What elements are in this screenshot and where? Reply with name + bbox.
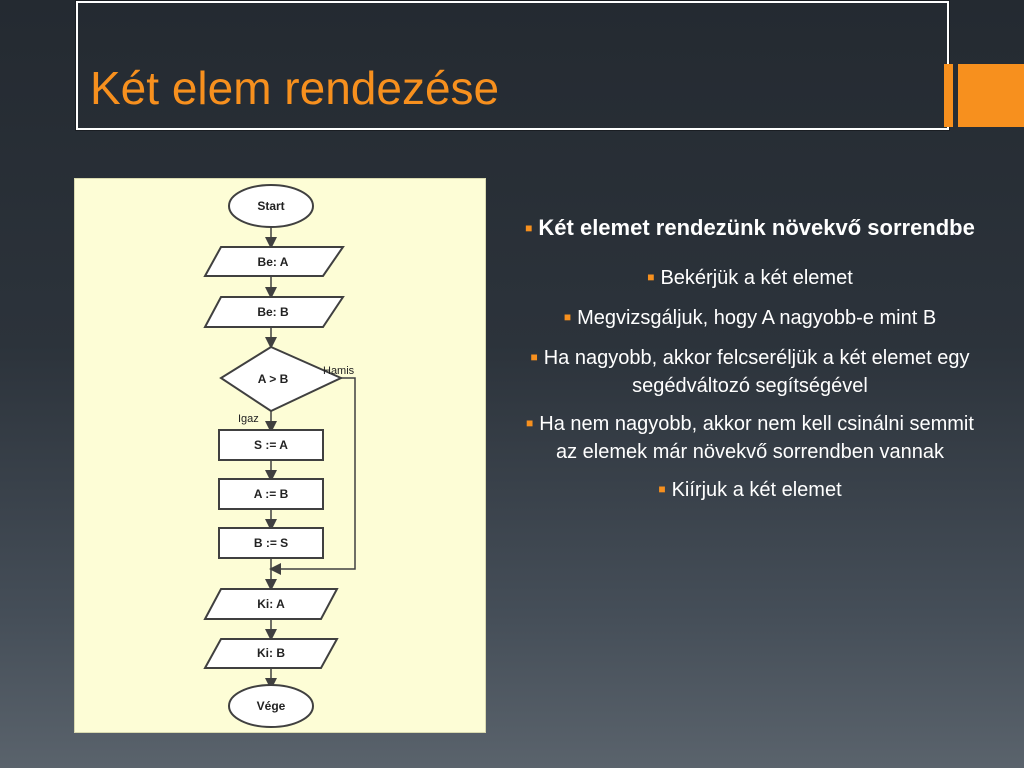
output-b-label: Ki: B	[257, 646, 285, 660]
end-label: Vége	[256, 699, 286, 713]
square-bullet-icon: ■	[563, 310, 572, 324]
flowchart-diagram	[75, 179, 485, 732]
true-branch-label: Igaz	[238, 413, 259, 425]
sub-bullet-5	[520, 477, 980, 505]
bullet-list	[520, 212, 980, 517]
sub-bullet-text: Ha nem nagyobb, akkor nem kell csinálni semmit az elemek már növekvő sorrendben vannak	[539, 413, 974, 463]
step-2-label: A := B	[253, 487, 289, 501]
condition-label: A > B	[257, 372, 289, 386]
sub-bullet-text: Bekérjük a két elemet	[660, 267, 853, 289]
main-bullet	[520, 212, 980, 247]
square-bullet-icon: ■	[526, 416, 534, 430]
main-bullet-text: Két elemet rendezünk növekvő sorrendbe	[538, 215, 975, 240]
slide-title-frame	[76, 1, 949, 130]
step-1-label: S := A	[254, 438, 288, 452]
flowchart-panel	[74, 178, 486, 733]
sub-bullet-1	[520, 265, 980, 293]
square-bullet-icon: ■	[647, 270, 655, 284]
false-branch-label: Hamis	[323, 365, 355, 377]
sub-bullet-text: Kiírjuk a két elemet	[671, 479, 842, 501]
sub-bullet-3	[520, 345, 980, 399]
accent-bar-wide	[958, 64, 1024, 127]
output-a-label: Ki: A	[257, 597, 285, 611]
square-bullet-icon: ■	[530, 350, 538, 364]
slide-title: Két elem rendezése	[90, 62, 500, 114]
sub-bullet-4	[520, 411, 980, 465]
input-a-label: Be: A	[257, 255, 289, 269]
start-label: Start	[257, 199, 285, 213]
sub-bullet-text: Megvizsgáljuk, hogy A nagyobb-e mint B	[577, 307, 937, 329]
sub-bullet-2	[520, 305, 980, 333]
step-3-label: B := S	[253, 536, 289, 550]
accent-bar-thin	[944, 64, 953, 127]
input-b-label: Be: B	[257, 305, 289, 319]
square-bullet-icon: ■	[658, 482, 666, 496]
square-bullet-icon: ■	[525, 221, 533, 235]
sub-bullet-text: Ha nagyobb, akkor felcseréljük a két elemet egy segédváltozó segítségével	[543, 347, 970, 397]
